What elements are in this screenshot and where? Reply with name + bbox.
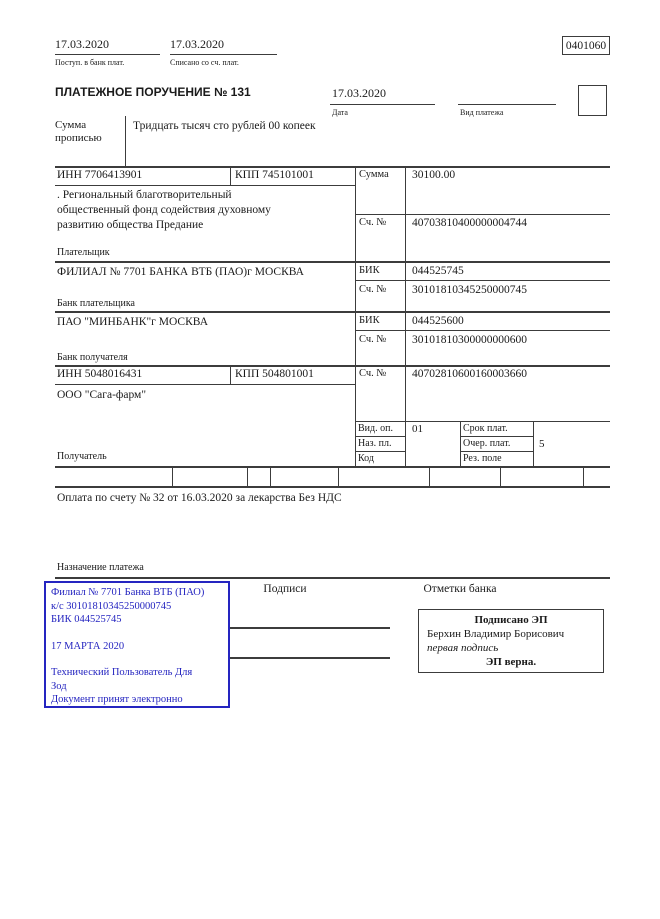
vid-op-label: Вид. оп. <box>358 423 393 434</box>
vid-op-value: 01 <box>412 423 423 435</box>
date-received: 17.03.2020 <box>55 37 109 51</box>
stamp-user: Технический Пользователь Для Зод <box>51 667 193 692</box>
srok-column-right-line <box>533 421 534 466</box>
amount-words-label: Сумма прописью <box>55 119 102 144</box>
naz-pl-label: Наз. пл. <box>358 438 392 449</box>
tax-row-divider-6 <box>500 466 501 486</box>
signature-line-2 <box>230 657 390 659</box>
table-top-border <box>55 166 610 168</box>
tax-fields-row-border <box>55 486 610 488</box>
label-column-right-line <box>405 166 406 466</box>
srok-column-left-line <box>460 421 461 466</box>
esign-box <box>418 609 604 673</box>
srok-cell-border <box>460 436 533 437</box>
payer-name-line1: . Региональный благотворительный <box>57 189 232 201</box>
payee-acc-row-border <box>355 421 610 422</box>
rez-pole-label: Рез. поле <box>463 453 502 464</box>
sum-value: 30100.00 <box>412 169 456 181</box>
payer-acc-label: Сч. № <box>359 217 387 228</box>
payee-inn-kpp-divider <box>230 365 231 384</box>
payee-bank-bik-label: БИК <box>359 315 380 326</box>
vid-op-cell-border <box>355 436 405 437</box>
payee-inn-row-border <box>55 384 355 385</box>
tax-row-divider-4 <box>338 466 339 486</box>
payee-bank-name: ПАО "МИНБАНК"г МОСКВА <box>57 316 209 328</box>
stamp-accepted: Документ принят электронно <box>51 694 183 705</box>
doc-date: 17.03.2020 <box>332 86 386 100</box>
payer-bank-section-label: Банк плательщика <box>57 298 135 309</box>
payer-bank-section-border <box>55 311 610 313</box>
payee-name: ООО "Сага-фарм" <box>57 389 147 401</box>
payer-inn-kpp-divider <box>230 166 231 185</box>
stamp-date: 17 МАРТА 2020 <box>51 640 125 652</box>
payer-section-label: Плательщик <box>57 247 110 258</box>
tax-row-divider-7 <box>583 466 584 486</box>
date-received-label: Поступ. в банк плат. <box>55 58 125 67</box>
date-debited-label: Списано со сч. плат. <box>170 58 239 67</box>
payer-name-line2: общественный фонд содействия духовному <box>57 204 271 216</box>
kod-label: Код <box>358 453 374 464</box>
payee-bank-bik-value: 044525600 <box>412 315 464 327</box>
purpose-text: Оплата по счету № 32 от 16.03.2020 за лекарства Без НДС <box>57 492 342 504</box>
naz-pl-cell-border <box>355 451 405 452</box>
bank-acceptance-stamp <box>44 581 230 708</box>
payer-section-border <box>55 261 610 263</box>
doc-date-label: Дата <box>332 108 348 117</box>
esign-sub: первая подпись <box>427 642 499 654</box>
document-title: ПЛАТЕЖНОЕ ПОРУЧЕНИЕ № 131 <box>55 85 251 99</box>
signatures-label: Подписи <box>263 583 307 595</box>
payer-inn: ИНН 7706413901 <box>57 169 143 181</box>
purpose-label: Назначение платежа <box>57 562 144 573</box>
payer-name-line3: развитию общества Предание <box>57 219 204 231</box>
date-received-underline <box>55 54 160 55</box>
payer-bank-bik-border <box>355 280 610 281</box>
payer-inn-row-border <box>55 185 355 186</box>
doc-date-underline <box>330 104 435 105</box>
stamp-bank-name: Филиал № 7701 Банка ВТБ (ПАО) <box>51 587 205 598</box>
bank-marks-label: Отметки банка <box>423 583 497 595</box>
esign-title: Подписано ЭП <box>474 614 548 626</box>
tax-row-divider-1 <box>172 466 173 486</box>
sum-row-border <box>355 214 610 215</box>
payer-acc-value: 40703810400000004744 <box>412 217 527 229</box>
payer-bank-name: ФИЛИАЛ № 7701 БАНКА ВТБ (ПАО)г МОСКВА <box>57 266 304 278</box>
footer-top-border <box>55 577 610 579</box>
stamp-bik: БИК 044525745 <box>51 614 122 625</box>
payee-section-border <box>55 466 610 468</box>
tax-row-divider-5 <box>429 466 430 486</box>
date-debited-underline <box>170 54 277 55</box>
amount-words-value: Тридцать тысяч сто рублей 00 копеек <box>133 120 316 132</box>
ocher-cell-border <box>460 451 533 452</box>
esign-verified: ЭП верна. <box>485 656 537 668</box>
label-column-left-line <box>355 166 356 466</box>
payment-type-label: Вид платежа <box>460 108 504 117</box>
payee-bank-bik-border <box>355 330 610 331</box>
payer-bank-bik-value: 044525745 <box>412 265 464 277</box>
tax-row-divider-3 <box>270 466 271 486</box>
payee-bank-acc-value: 30101810300000000600 <box>412 334 527 346</box>
amount-words-divider <box>125 116 126 166</box>
sum-label: Сумма <box>359 169 389 180</box>
signature-line-1 <box>230 627 390 629</box>
payer-kpp: КПП 745101001 <box>235 169 314 181</box>
payer-bank-acc-value: 30101810345250000745 <box>412 284 527 296</box>
payee-kpp: КПП 504801001 <box>235 368 314 380</box>
ocher-plat-value: 5 <box>539 438 545 450</box>
payer-bank-acc-label: Сч. № <box>359 284 387 295</box>
payer-bank-bik-label: БИК <box>359 265 380 276</box>
date-debited: 17.03.2020 <box>170 37 224 51</box>
esign-name: Берхин Владимир Борисович <box>427 628 565 640</box>
payee-inn: ИНН 5048016431 <box>57 368 143 380</box>
ocher-plat-label: Очер. плат. <box>463 438 511 449</box>
payee-bank-section-label: Банк получателя <box>57 352 128 363</box>
srok-plat-label: Срок плат. <box>463 423 508 434</box>
stamp-corr-account: к/с 30101810345250000745 <box>51 600 172 612</box>
payee-bank-acc-label: Сч. № <box>359 334 387 345</box>
payee-bank-section-border <box>55 365 610 367</box>
payee-section-label: Получатель <box>57 451 107 462</box>
payee-acc-label: Сч. № <box>359 368 387 379</box>
form-code-box: 0401060 <box>562 36 610 55</box>
payment-type-underline <box>458 104 556 105</box>
payee-acc-value: 40702810600160003660 <box>412 368 527 380</box>
status-field-box <box>578 85 607 116</box>
tax-row-divider-2 <box>247 466 248 486</box>
